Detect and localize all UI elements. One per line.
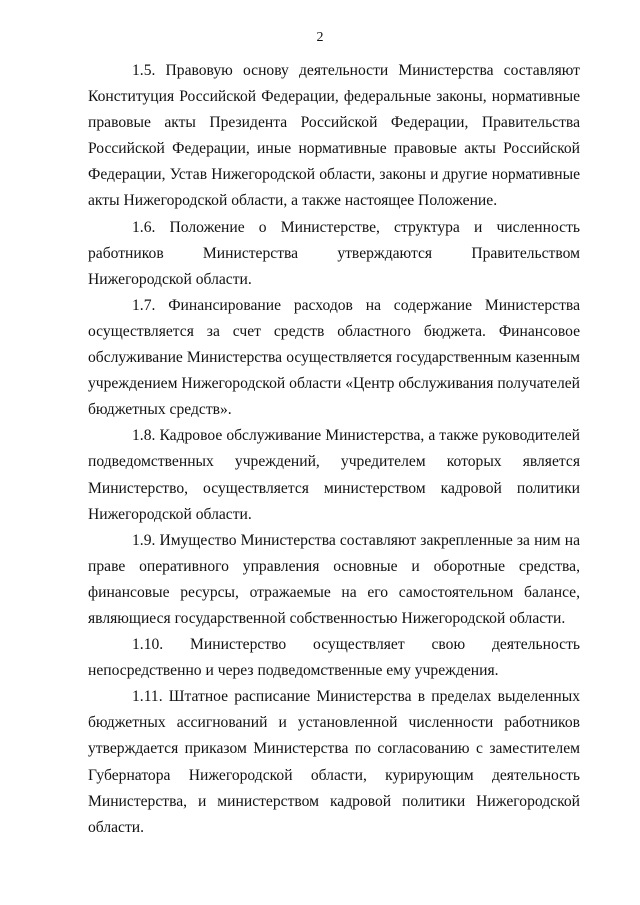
paragraph-1-7: 1.7. Финансирование расходов на содержание Министерства осуществляется за счет средств областного бюджета. Финансовое обслуживание Министерства осуществляется государственным казенным учреждением Нижегородской области «Центр обслуживания получателей бюджетных средств». — [88, 296, 580, 419]
paragraph-1-8: 1.8. Кадровое обслуживание Министерства, а также руководителей подведомственных учреждений, учредителем которых является Министерство, осуществляется министерством кадровой политики Нижегородской области. — [88, 427, 580, 523]
paragraph-1-10: 1.10. Министерство осуществляет свою деятельность непосредственно и через подведомственные ему учреждения. — [88, 636, 580, 680]
paragraph-1-5: 1.5. Правовую основу деятельности Министерства составляют Конституция Российской Федерации, федеральные законы, нормативные правовые акты Президента Российской Федерации, Правительства Российской Федерации, иные нормативные правовые акты Российской Федерации, Устав Нижегородской области, законы и другие нормативные акты Нижегородской области, а также настоящее Положение. — [88, 62, 580, 210]
document-body — [88, 58, 580, 841]
paragraph-1-9: 1.9. Имущество Министерства составляют закрепленные за ним на праве оперативного управления основные и оборотные средства, финансовые ресурсы, отражаемые на его самостоятельном балансе, являющиеся государственной собственностью Нижегородской области. — [88, 531, 580, 627]
paragraph-1-11: 1.11. Штатное расписание Министерства в пределах выделенных бюджетных ассигнований и установленной численности работников утверждается приказом Министерства по согласованию с заместителем Губернатора Нижегородской области, курирующим деятельность Министерства, и министерством кадровой политики Нижегородской области. — [88, 688, 580, 836]
paragraph-1-6: 1.6. Положение о Министерстве, структура и численность работников Министерства утверждаются Правительством Нижегородской области. — [88, 218, 580, 288]
page-number: 2 — [316, 30, 324, 45]
